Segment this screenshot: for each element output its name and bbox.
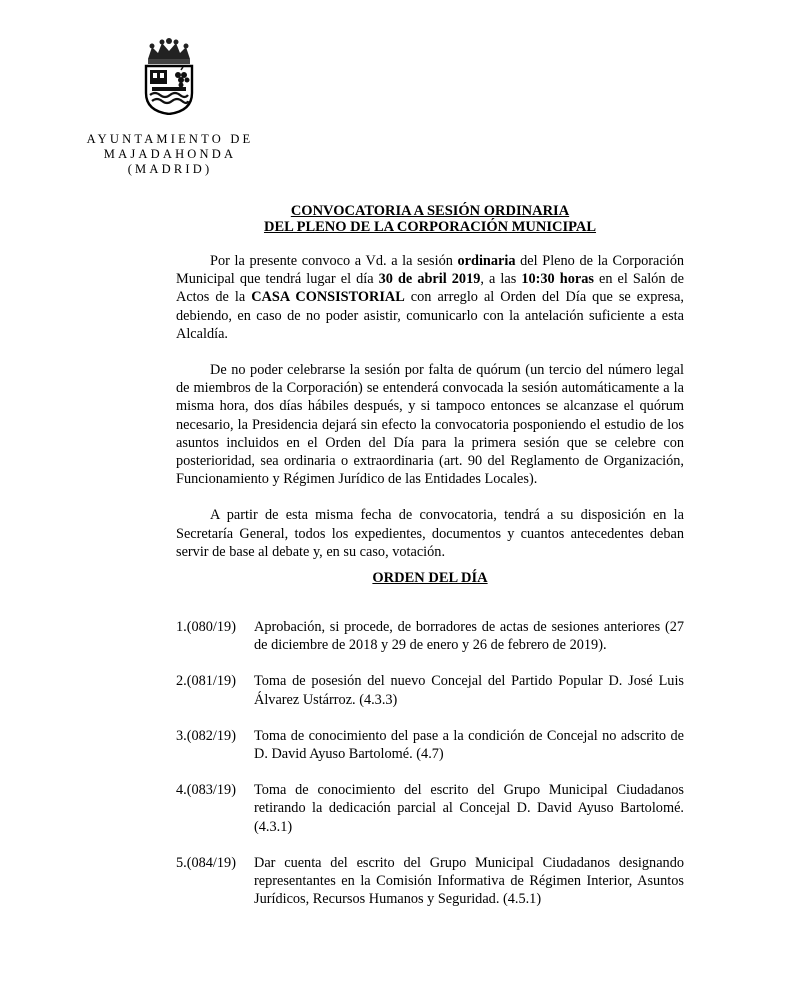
agenda-list <box>176 618 684 926</box>
agenda-item <box>176 727 684 763</box>
p1-text-4: en el Salón de Actos de la <box>176 271 685 306</box>
agenda-item-number: 1.(080/19) <box>176 619 236 635</box>
coat-of-arms-icon <box>140 37 198 115</box>
p1-time: 10:30 horas <box>521 271 594 288</box>
institution-line-3: (MADRID) <box>127 162 213 176</box>
document-body <box>176 252 684 579</box>
institution-name <box>80 132 260 177</box>
title-line-2: DEL PLENO DE LA CORPORACIÓN MUNICIPAL <box>263 219 597 235</box>
agenda-item-number: 2.(081/19) <box>176 673 236 690</box>
p1-venue: CASA CONSISTORIAL <box>251 289 405 306</box>
agenda-title: ORDEN DEL DÍA <box>372 570 488 586</box>
agenda-item <box>176 672 684 708</box>
paragraph-convocation <box>176 252 684 343</box>
agenda-item-text: Dar cuenta del escrito del Grupo Municipal Ciudadanos designando representantes en la Comisión Informativa de Régimen Interior, Asuntos Jurídicos, Recursos Humanos y Seguridad. (4.5.1) <box>254 854 684 908</box>
agenda-item-text: Toma de conocimiento del escrito del Grupo Municipal Ciudadanos retirando la dedicación parcial al Concejal D. David Ayuso Bartolomé. (4.3.1) <box>254 782 684 835</box>
p1-session-type: ordinaria <box>457 253 516 269</box>
title-line-1: CONVOCATORIA A SESIÓN ORDINARIA <box>290 203 570 219</box>
document-title <box>176 203 684 235</box>
agenda-item <box>176 781 684 836</box>
institution-line-2: MAJADAHONDA <box>103 147 237 161</box>
agenda-item <box>176 854 684 909</box>
institution-line-1: AYUNTAMIENTO DE <box>86 132 254 146</box>
agenda-item <box>176 618 684 654</box>
p1-text-3: , a las <box>480 271 522 288</box>
agenda-item-text: Toma de conocimiento del pase a la condición de Concejal no adscrito de D. David Ayuso Bartolomé. (4.7) <box>254 727 684 763</box>
p1-date: 30 de abril 2019 <box>378 271 481 288</box>
agenda-item-text: Toma de posesión del nuevo Concejal del Partido Popular D. José Luis Álvarez Ustárroz. (4.3.3) <box>254 673 684 708</box>
p1-text-2: del Pleno de la Corporación Municipal que tendrá lugar el día <box>176 253 684 288</box>
paragraph-documents: A partir de esta misma fecha de convocatoria, tendrá a su disposición en la Secretaría General, todos los expedientes, documentos y cuantos antecedentes deban servir de base al debate y, en su caso, votación. <box>176 507 684 560</box>
agenda-item-text: Aprobación, si procede, de borradores de actas de sesiones anteriores (27 de diciembre de 2018 y 29 de enero y 26 de febrero de 2019). <box>254 619 684 654</box>
agenda-item-number: 3.(082/19) <box>176 727 236 744</box>
p1-text-1: Por la presente convoco a Vd. a la sesión <box>210 253 458 269</box>
p1-text-5: con arreglo al Orden del Día que se expresa, debiendo, en caso de no poder asistir, comunicarlo con la antelación suficiente a esta Alcaldía. <box>176 289 685 342</box>
agenda-item-number: 4.(083/19) <box>176 782 236 799</box>
agenda-item-number: 5.(084/19) <box>176 854 236 871</box>
paragraph-quorum: De no poder celebrarse la sesión por falta de quórum (un tercio del número legal de miembros de la Corporación) se entenderá convocada la sesión automáticamente a la misma hora, dos días hábiles después, y si tampoco entonces se alcanzase el quórum necesario, la Presidencia dejará sin efecto la convocatoria posponiendo el estudio de los asuntos incluidos en el Orden del Día para la primera sesión que se celebre con posterioridad, sea ordinaria o extraordinaria (art. 90 del Reglamento de Organización, Funcionamiento y Régimen Jurídico de las Entidades Locales). <box>176 362 684 488</box>
